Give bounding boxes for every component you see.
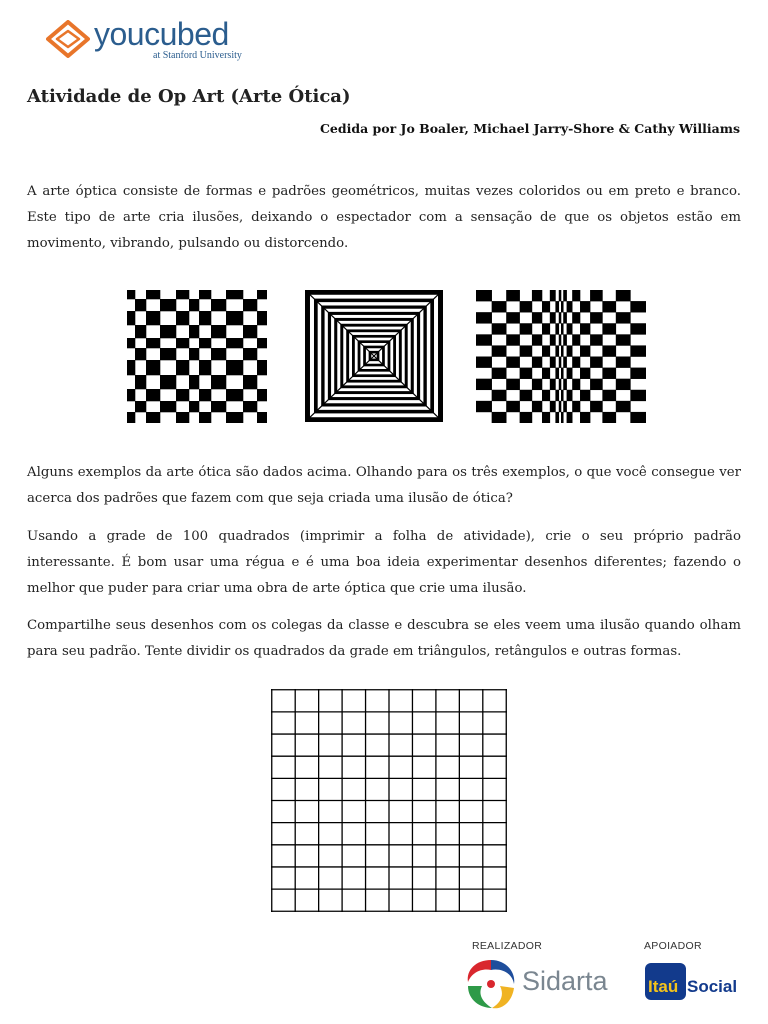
realizador-label: REALIZADOR	[472, 940, 543, 952]
apoiador-label: APOIADOR	[644, 940, 702, 952]
sidarta-name: Sidarta	[522, 966, 608, 996]
share-paragraph: Compartilhe seus desenhos com os colegas da classe e descubra se eles veem uma ilusão quando olham para seu padrão. Tente dividir os quadrados da grade em triângulos, retângulos e outras formas.	[27, 618, 741, 659]
instructions-paragraph: Usando a grade de 100 quadrados (imprimir a folha de atividade), crie o seu próprio padrão interessante. É bom usar uma régua e é uma boa ideia experimentar desenhos diferentes; fazendo o melhor que puder para criar uma obra de arte óptica que crie uma ilusão.	[27, 529, 741, 596]
social-name: Social	[687, 977, 738, 996]
youcubed-cube-icon	[46, 20, 90, 58]
op-art-example-checker-warp	[127, 290, 267, 423]
examples-question-paragraph: Alguns exemplos da arte ótica são dados acima. Olhando para os três exemplos, o que você consegue ver acerca dos padrões que fazem com que seja criada uma ilusão de ótica?	[27, 465, 741, 506]
op-art-example-tunnel	[305, 290, 443, 422]
drawing-grid-100-squares	[271, 689, 507, 912]
credit-line: Cedida por Jo Boaler, Michael Jarry-Shore & Cathy Williams	[319, 121, 740, 136]
page-title: Atividade de Op Art (Arte Ótica)	[27, 86, 351, 107]
logo-wordmark: youcubed	[94, 16, 229, 52]
sidarta-logo-icon	[462, 956, 520, 1012]
itau-name: Itaú	[648, 977, 679, 996]
intro-paragraph: A arte óptica consiste de formas e padrões geométricos, muitas vezes coloridos ou em preto e branco. Este tipo de arte cria ilusões, deixando o espectador com a sensação de que os objetos estão em movimento, vibrando, pulsando ou distorcendo.	[27, 184, 741, 251]
logo-subtitle: at Stanford University	[153, 50, 242, 61]
op-art-example-checker-compress	[476, 290, 646, 423]
